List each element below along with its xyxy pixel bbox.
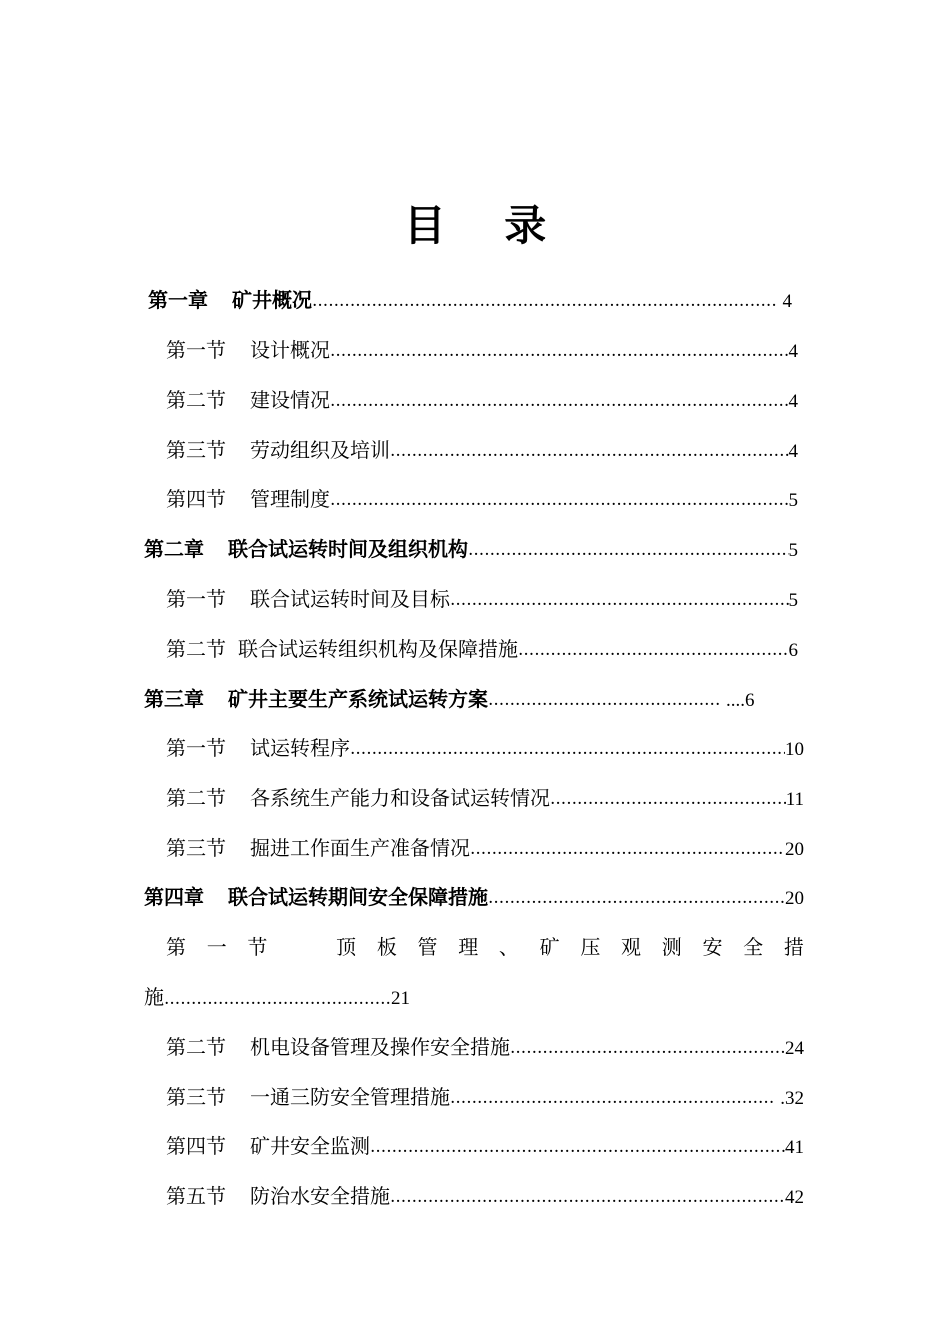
entry-title: 联合试运转组织机构及保障措施 <box>238 637 518 661</box>
entry-page-number: 4 <box>788 341 798 362</box>
spread-char: 、 <box>498 935 519 959</box>
entry-page-number: 41 <box>785 1137 804 1158</box>
toc-entry-section-3-1[interactable] <box>166 735 804 761</box>
entry-title: 各系统生产能力和设备试运转情况 <box>250 786 550 810</box>
entry-page-number: 20 <box>785 839 804 860</box>
spread-char: 理 <box>458 935 479 959</box>
toc-entry-chapter-1[interactable] <box>148 287 792 313</box>
entry-number: 第四章 <box>144 885 204 909</box>
entry-page-number: 10 <box>785 739 804 760</box>
entry-number: 第一节 <box>166 587 226 611</box>
entry-title: 管理制度 <box>250 487 330 511</box>
entry-label <box>166 1183 390 1209</box>
entry-page-number: 20 <box>785 888 804 909</box>
entry-number: 第二节 <box>166 388 226 412</box>
entry-label <box>166 586 450 612</box>
entry-number: 第三章 <box>144 687 204 711</box>
entry-page-number: 4 <box>788 391 798 412</box>
entry-label <box>166 1034 510 1060</box>
entry-page-number: 4 <box>788 441 798 462</box>
entry-label <box>166 337 330 363</box>
spread-char: 压 <box>580 935 601 959</box>
entry-number: 第二节 <box>166 1035 226 1059</box>
toc-entry-chapter-2[interactable] <box>144 536 798 562</box>
dot-leader <box>330 338 789 364</box>
entry-label <box>166 835 470 861</box>
entry-title: 矿井主要生产系统试运转方案 <box>228 687 488 711</box>
toc-entry-section-1-4[interactable] <box>166 486 798 512</box>
toc-entry-section-3-3[interactable] <box>166 835 804 861</box>
entry-title: 试运转程序 <box>250 736 350 760</box>
entry-page-number: 42 <box>785 1187 804 1208</box>
toc-entry-section-1-1[interactable] <box>166 337 798 363</box>
spread-char: 节 <box>247 935 268 959</box>
entry-title: 矿井安全监测 <box>250 1134 370 1158</box>
dot-leader <box>350 736 785 762</box>
entry-title: 机电设备管理及操作安全措施 <box>250 1035 510 1059</box>
entry-number: 第三节 <box>166 836 226 860</box>
spread-tail: 施 <box>144 985 164 1009</box>
entry-title: 掘进工作面生产准备情况 <box>250 836 470 860</box>
entry-page-number: ....6 <box>726 690 755 711</box>
entry-label <box>166 636 518 662</box>
entry-label <box>166 1084 450 1110</box>
entry-label <box>148 287 312 313</box>
spread-char: 全 <box>743 935 764 959</box>
entry-label <box>166 486 330 512</box>
entry-number: 第一节 <box>166 736 226 760</box>
dot-leader <box>488 885 785 911</box>
toc-entry-section-2-2[interactable] <box>166 636 798 662</box>
toc-entry-section-4-1-line-1[interactable] <box>166 933 804 961</box>
entry-title: 联合试运转时间及目标 <box>250 587 450 611</box>
dot-leader <box>312 288 777 314</box>
entry-page-number: 24 <box>785 1038 804 1059</box>
entry-page-number: 4 <box>782 291 792 312</box>
toc-entry-section-1-2[interactable] <box>166 387 798 413</box>
dot-leader <box>488 687 720 713</box>
entry-page-number: 5 <box>788 540 798 561</box>
spread-char: 管 <box>417 935 438 959</box>
dot-leader <box>330 487 789 513</box>
dot-leader <box>510 1035 785 1061</box>
entry-label <box>166 437 390 463</box>
entry-title: 矿井概况 <box>232 288 312 312</box>
spread-char: 矿 <box>539 935 560 959</box>
toc-entry-section-4-4[interactable] <box>166 1133 804 1159</box>
entry-title: 联合试运转时间及组织机构 <box>228 537 468 561</box>
entry-title: 一通三防安全管理措施 <box>250 1085 450 1109</box>
entry-title: 防治水安全措施 <box>250 1184 390 1208</box>
toc-entry-section-2-1[interactable] <box>166 586 798 612</box>
entry-number: 第三节 <box>166 1085 226 1109</box>
entry-number: 第一章 <box>148 288 208 312</box>
entry-page-number: .32 <box>780 1088 804 1109</box>
entry-number: 第二章 <box>144 537 204 561</box>
entry-number: 第二节 <box>166 786 226 810</box>
toc-entry-section-4-1-line-2[interactable] <box>144 983 410 1011</box>
entry-page-number: 11 <box>785 789 804 810</box>
spread-char: 第 <box>166 935 186 959</box>
entry-number: 第三节 <box>166 438 226 462</box>
entry-number: 第四节 <box>166 487 226 511</box>
dot-leader <box>518 637 789 663</box>
entry-label <box>144 536 468 562</box>
dot-leader <box>450 1085 775 1111</box>
entry-label <box>166 735 350 761</box>
toc-entry-section-3-2[interactable] <box>166 785 804 811</box>
dot-leader <box>370 1134 785 1160</box>
entry-number: 第一节 <box>166 338 226 362</box>
entry-title: 劳动组织及培训 <box>250 438 390 462</box>
dot-leader <box>450 587 789 613</box>
dot-leader <box>330 388 789 414</box>
spread-char: 措 <box>783 935 804 959</box>
dot-leader <box>470 836 785 862</box>
toc-entry-section-4-3[interactable] <box>166 1084 804 1110</box>
entry-number: 第五节 <box>166 1184 226 1208</box>
entry-label <box>166 785 550 811</box>
spread-char: 测 <box>661 935 682 959</box>
entry-page-number: 21 <box>390 988 410 1009</box>
entry-title: 联合试运转期间安全保障措施 <box>228 885 488 909</box>
toc-entry-section-4-5[interactable] <box>166 1183 804 1209</box>
toc-entry-chapter-3[interactable] <box>144 686 798 712</box>
entry-page-number: 6 <box>788 640 798 661</box>
spread-char: 观 <box>621 935 642 959</box>
entry-label <box>144 884 488 910</box>
entry-number: 第二节 <box>166 637 226 661</box>
spread-char: 一 <box>206 935 227 959</box>
entry-page-number: 5 <box>788 590 798 611</box>
entry-label <box>144 686 488 712</box>
entry-title: 建设情况 <box>250 388 330 412</box>
entry-number: 第四节 <box>166 1134 226 1158</box>
dot-leader <box>390 1184 785 1210</box>
toc-title: 目 录 <box>403 201 569 250</box>
entry-label <box>166 387 330 413</box>
dot-leader <box>550 786 786 812</box>
spread-char: 板 <box>376 935 397 959</box>
dot-leader <box>390 438 789 464</box>
entry-label <box>166 1133 370 1159</box>
toc-entry-section-4-2[interactable] <box>166 1034 804 1060</box>
dot-leader <box>468 537 789 563</box>
dot-leader: .......................................... <box>164 989 391 1009</box>
spread-char: 顶 <box>336 935 357 959</box>
toc-entry-section-1-3[interactable] <box>166 437 798 463</box>
entry-title: 设计概况 <box>250 338 330 362</box>
entry-page-number: 5 <box>788 490 798 511</box>
spread-char: 安 <box>702 935 723 959</box>
toc-entry-chapter-4[interactable] <box>144 884 804 910</box>
